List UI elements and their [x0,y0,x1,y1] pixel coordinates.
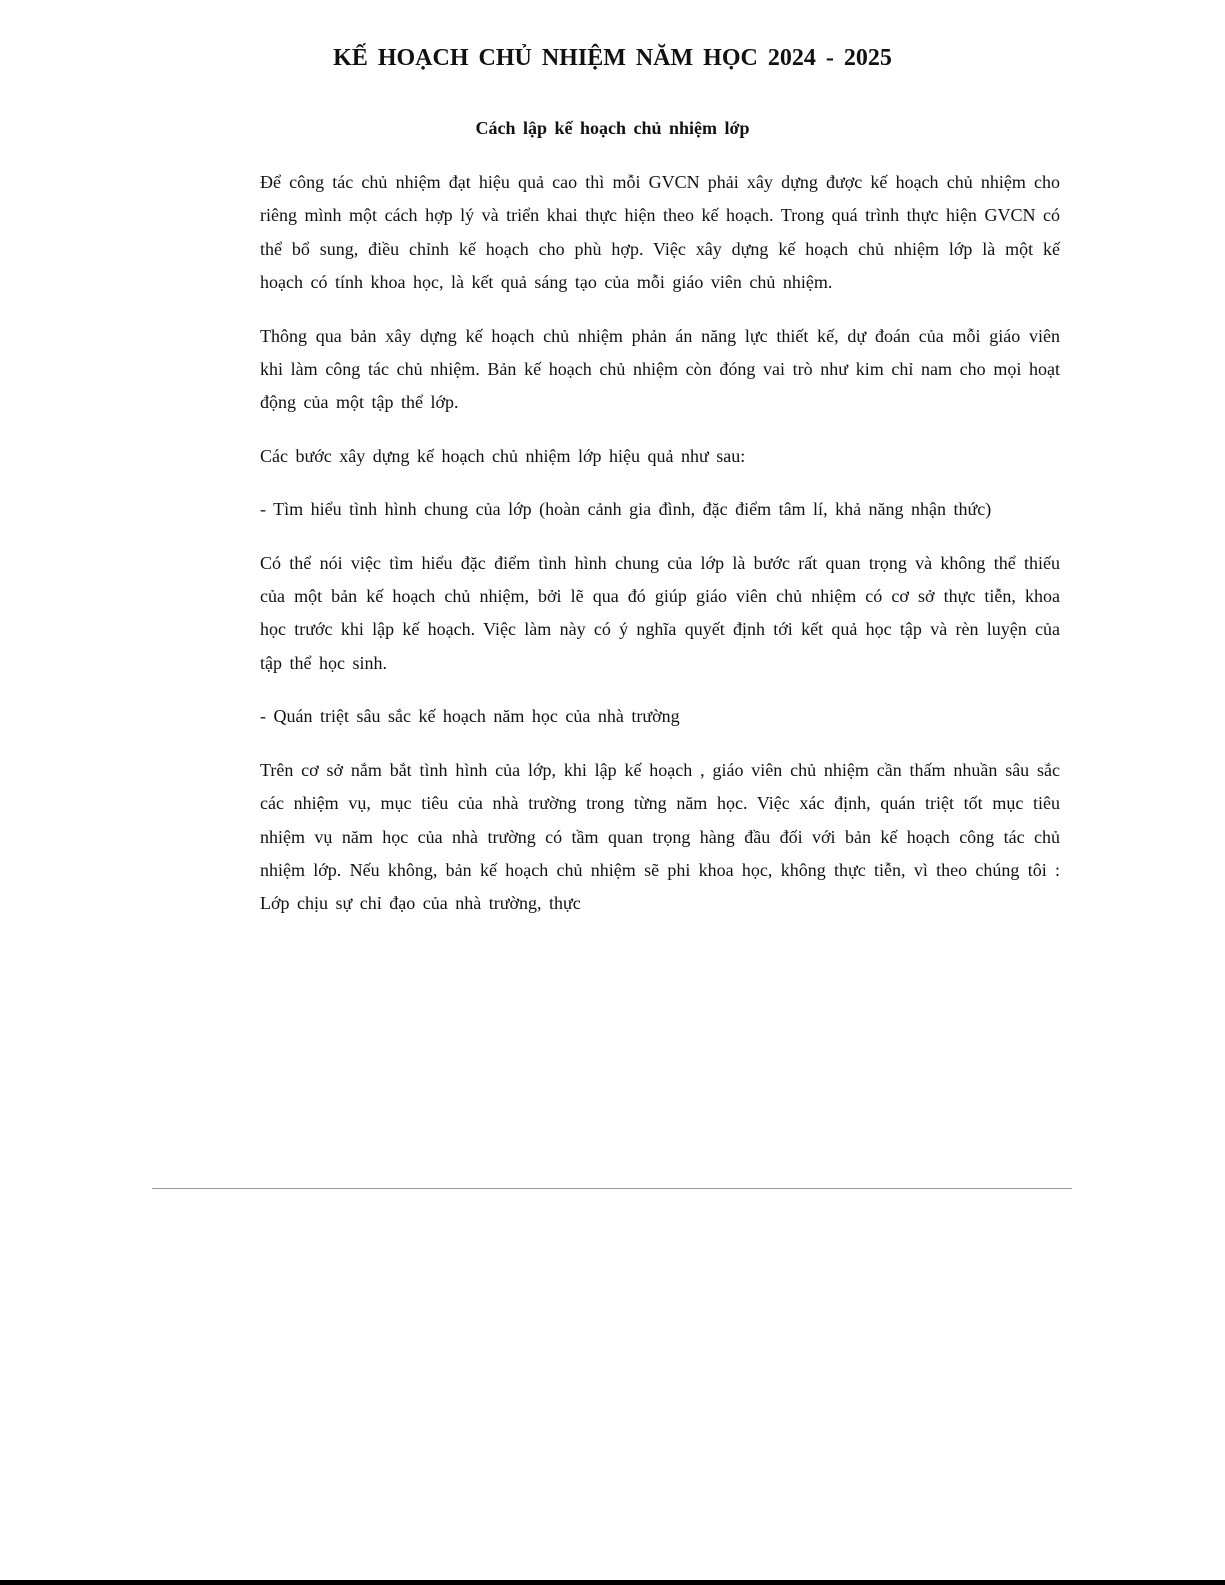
paragraph-school-plan: Trên cơ sở nắm bắt tình hình của lớp, khi lập kế hoạch , giáo viên chủ nhiệm cần thấm nhuần sâu sắc các nhiệm vụ, mục tiêu của nhà trường trong từng năm học. Việc xác định, quán triệt tốt mục tiêu nhiệm vụ năm học của nhà trường có tầm quan trọng hàng đầu đối với bản kế hoạch công tác chủ nhiệm lớp. Nếu không, bản kế hoạch chủ nhiệm sẽ phi khoa học, không thực tiễn, vì theo chúng tôi : Lớp chịu sự chỉ đạo của nhà trường, thực [260,759,1060,914]
paragraph-role: Thông qua bản xây dựng kế hoạch chủ nhiệm phản án năng lực thiết kế, dự đoán của mỗi giáo viên khi làm công tác chủ nhiệm. Bản kế hoạch chủ nhiệm còn đóng vai trò như kim chỉ nam cho mọi hoạt động của một tập thể lớp. [260,325,1060,413]
paragraph-understand-class: Có thể nói việc tìm hiểu đặc điểm tình hình chung của lớp là bước rất quan trọng và không thể thiếu của một bản kế hoạch chủ nhiệm, bởi lẽ qua đó giúp giáo viên chủ nhiệm có cơ sở thực tiễn, khoa học trước khi lập kế hoạch. Việc làm này có ý nghĩa quyết định tới kết quả học tập và rèn luyện của tập thể học sinh. [260,552,1060,673]
step-understand-class: - Tìm hiểu tình hình chung của lớp (hoàn cảnh gia đình, đặc điểm tâm lí, khả năng nhận thức) [260,499,992,520]
paragraph-steps-heading: Các bước xây dựng kế hoạch chủ nhiệm lớp hiệu quả như sau: [260,445,746,466]
step-school-plan: - Quán triệt sâu sắc kế hoạch năm học của nhà trường [260,706,680,727]
section-subtitle: Cách lập kế hoạch chủ nhiệm lớp [475,118,750,138]
bottom-edge-bar [0,1580,1225,1585]
document-body [260,166,1060,941]
page-title: KẾ HOẠCH CHỦ NHIỆM NĂM HỌC 2024 - 2025 [333,45,892,71]
paragraph-intro: Để công tác chủ nhiệm đạt hiệu quả cao thì mỗi GVCN phải xây dựng được kế hoạch chủ nhiệm cho riêng mình một cách hợp lý và triển khai thực hiện theo kế hoạch. Trong quá trình thực hiện GVCN có thể bổ sung, điều chỉnh kế hoạch cho phù hợp. Việc xây dựng kế hoạch chủ nhiệm lớp là một kế hoạch có tính khoa học, là kết quả sáng tạo của mỗi giáo viên chủ nhiệm. [260,172,1060,293]
page-divider [152,1188,1072,1189]
